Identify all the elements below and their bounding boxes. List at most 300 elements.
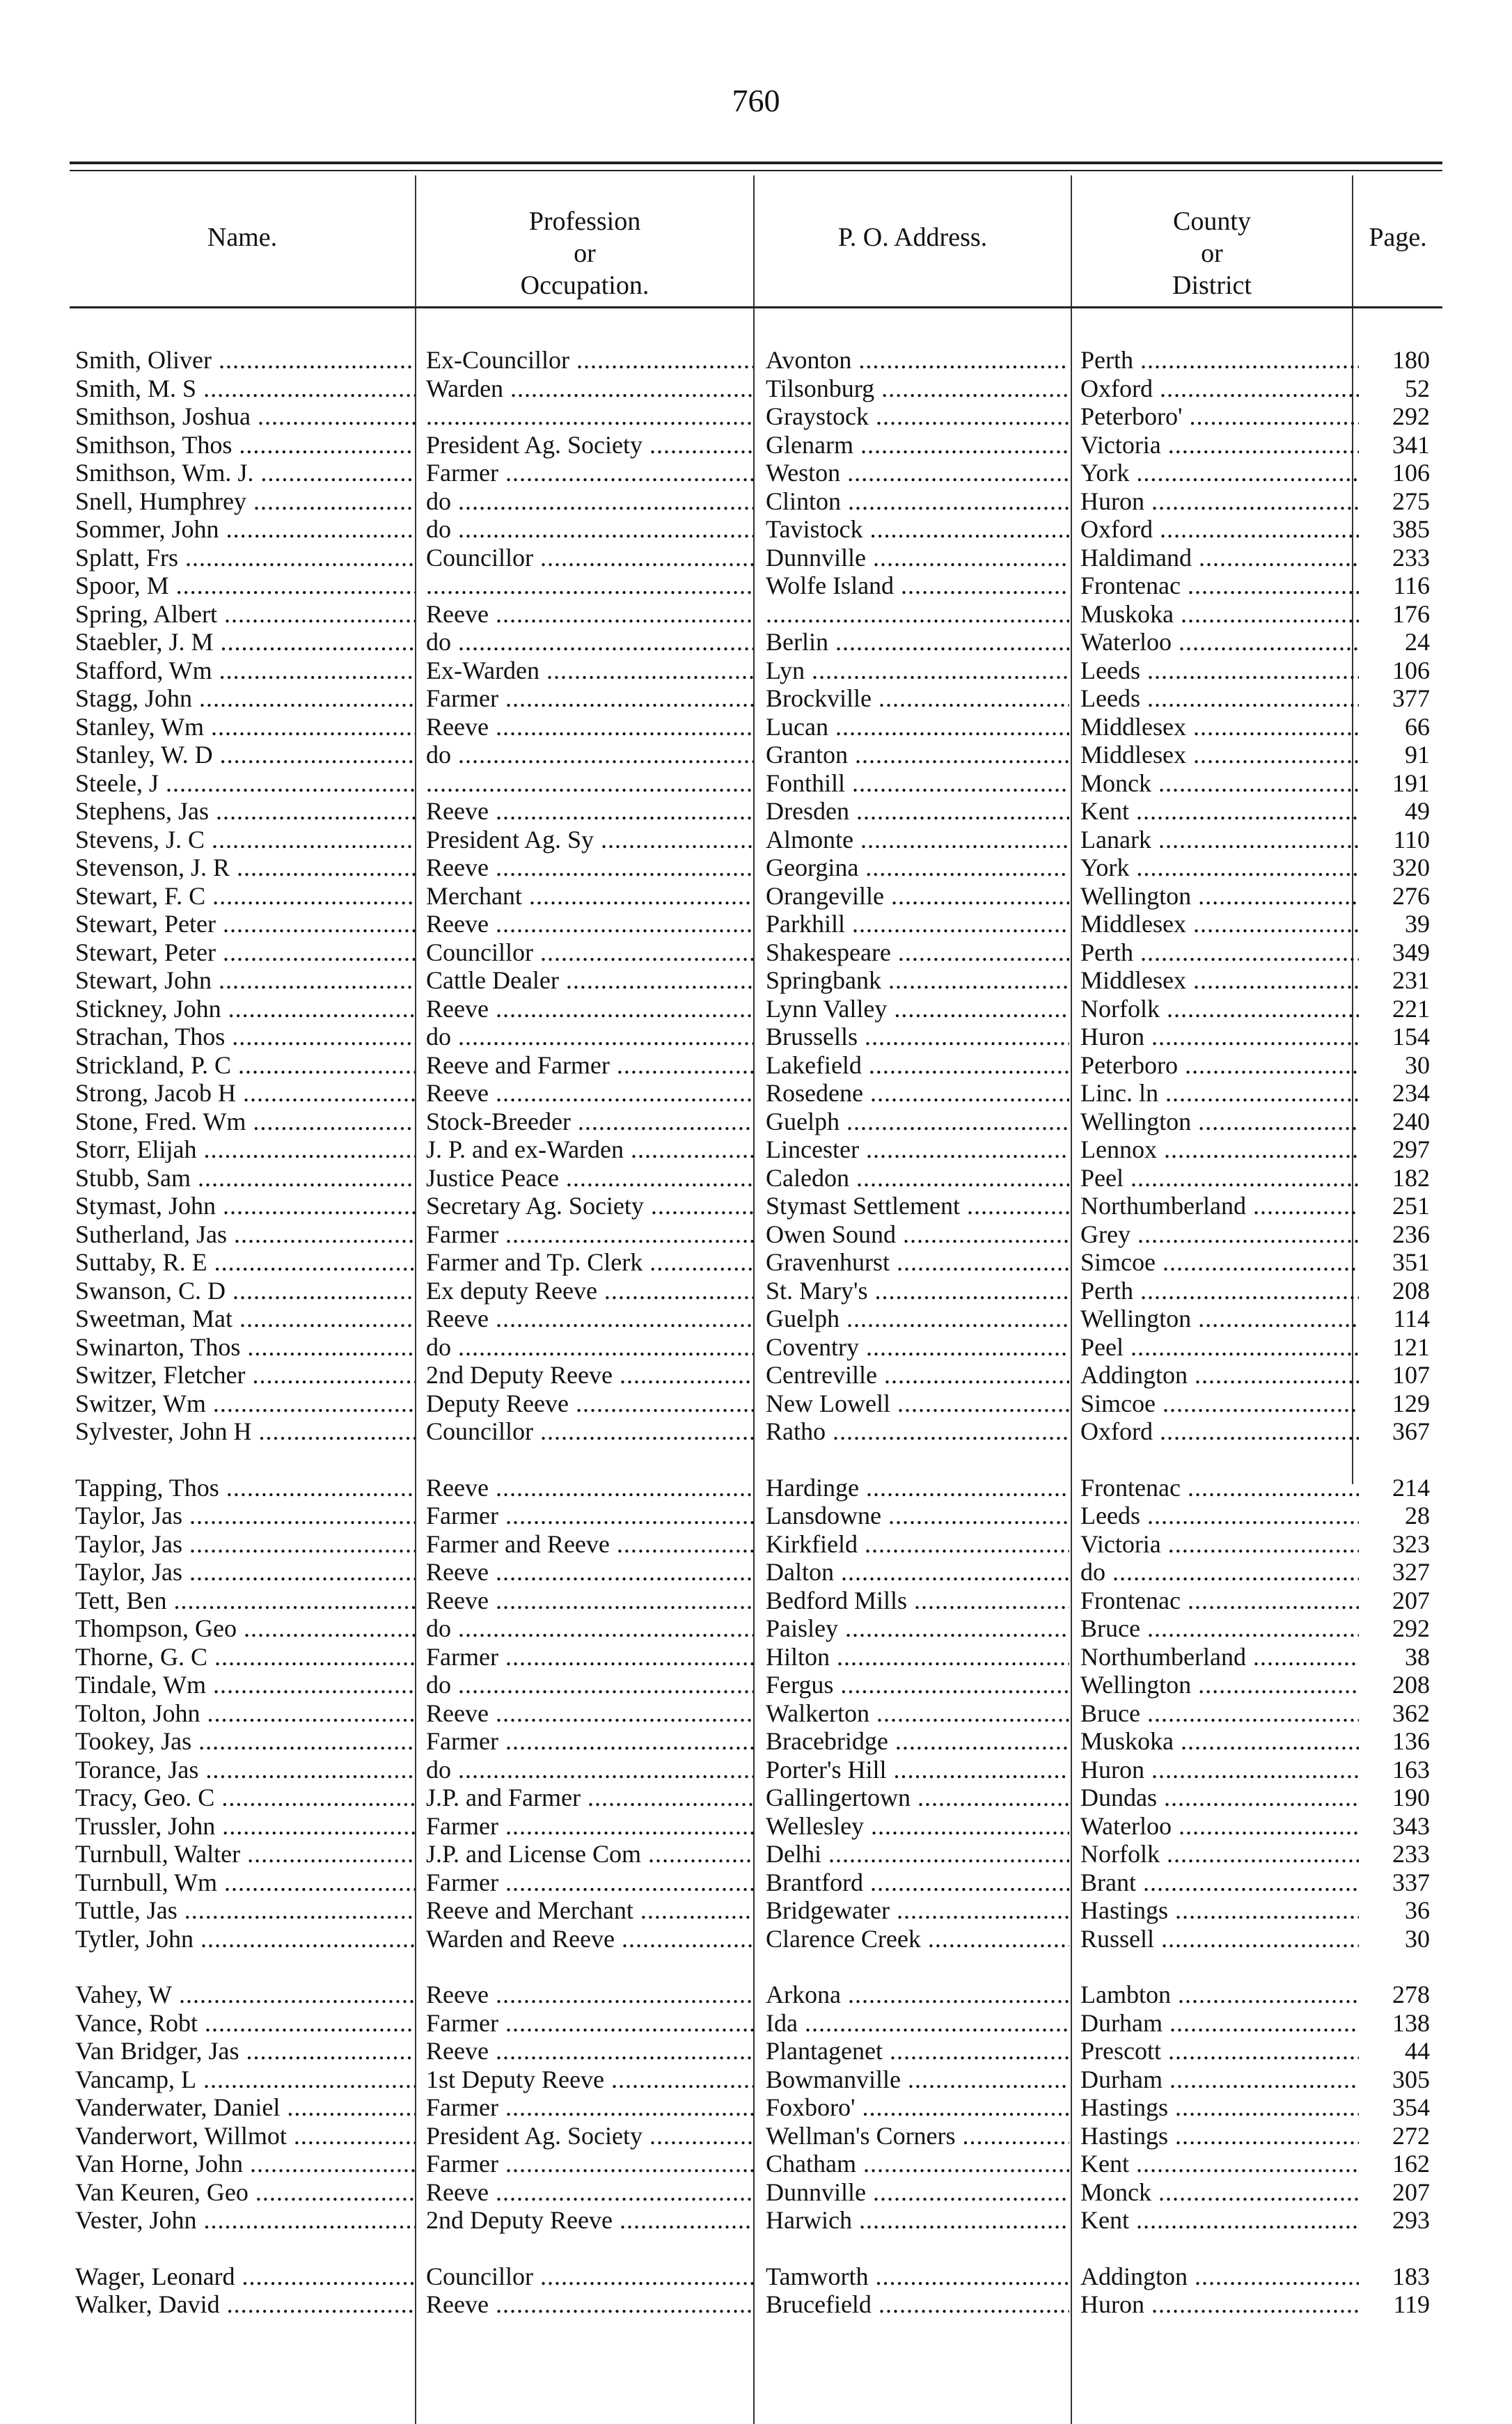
- entry-name: Stafford, Wm .....: [75, 656, 415, 684]
- entry-occupation: Reeve .....: [426, 600, 753, 628]
- entry-occupation: Reeve .....: [426, 853, 753, 881]
- entry-occupation: do .....: [426, 1023, 753, 1050]
- table-row: [0, 2122, 1512, 2150]
- entry-address: Berlin .....: [766, 628, 1069, 656]
- entry-page: 240: [1392, 1107, 1430, 1135]
- entry-occupation: Councillor .....: [426, 938, 753, 966]
- entry-address: Glenarm .....: [766, 431, 1069, 459]
- entry-name: Smithson, Joshua .....: [75, 402, 415, 430]
- entry-address: Clarence Creek .....: [766, 1925, 1069, 1953]
- table-row: [0, 1981, 1512, 2009]
- entry-page: 36: [1405, 1896, 1430, 1924]
- entry-name: Stickney, John .....: [75, 995, 415, 1023]
- entry-address: Lyn .....: [766, 656, 1069, 684]
- table-row: [0, 910, 1512, 938]
- entry-name: Swinarton, Thos .....: [75, 1333, 415, 1361]
- entry-name: Storr, Elijah .....: [75, 1135, 415, 1163]
- entry-occupation: Farmer .....: [426, 1220, 753, 1248]
- entry-name: Tolton, John .....: [75, 1699, 415, 1727]
- entry-county: Norfolk .....: [1080, 995, 1359, 1023]
- table-row: [0, 628, 1512, 656]
- entry-page: 337: [1392, 1868, 1430, 1896]
- entry-page: 30: [1405, 1050, 1430, 1079]
- table-row: [0, 1558, 1512, 1587]
- group-spacer: [0, 1953, 1512, 1981]
- entry-page: 163: [1392, 1755, 1430, 1784]
- entry-page: 236: [1392, 1220, 1430, 1248]
- entry-county: Simcoe .....: [1080, 1390, 1359, 1417]
- entry-county: Wellington .....: [1080, 1305, 1359, 1332]
- entry-page: 44: [1405, 2037, 1430, 2065]
- entry-occupation: Ex deputy Reeve .....: [426, 1277, 753, 1305]
- entry-occupation: Cattle Dealer .....: [426, 966, 753, 994]
- entry-address: Hardinge .....: [766, 1474, 1069, 1502]
- entry-name: Strong, Jacob H .....: [75, 1079, 415, 1107]
- entry-county: Wellington .....: [1080, 882, 1359, 910]
- entry-name: Sommer, John .....: [75, 515, 415, 543]
- table-row: [0, 2178, 1512, 2207]
- entry-county: Hastings .....: [1080, 2122, 1359, 2150]
- entry-address: Brockville .....: [766, 684, 1069, 712]
- entry-county: Leeds .....: [1080, 684, 1359, 712]
- entry-county: Leeds .....: [1080, 1502, 1359, 1529]
- entry-occupation: Deputy Reeve .....: [426, 1390, 753, 1417]
- entry-occupation: J. P. and ex-Warden .....: [426, 1135, 753, 1163]
- entry-name: Stagg, John .....: [75, 684, 415, 712]
- entry-page: 119: [1393, 2290, 1430, 2318]
- entry-page: 208: [1392, 1276, 1430, 1305]
- entry-county: Middlesex .....: [1080, 741, 1359, 769]
- entry-address: Georgina .....: [766, 853, 1069, 881]
- entry-address: Granton .....: [766, 741, 1069, 769]
- entry-page: 367: [1392, 1417, 1430, 1445]
- table-row: [0, 656, 1512, 685]
- entry-page: 377: [1392, 684, 1430, 712]
- entry-name: Thompson, Geo .....: [75, 1614, 415, 1642]
- table-row: [0, 995, 1512, 1023]
- entry-page: 278: [1392, 1981, 1430, 2008]
- table-row: [0, 1840, 1512, 1868]
- table-row: [0, 515, 1512, 544]
- entry-county: Perth .....: [1080, 938, 1359, 966]
- entry-name: Stewart, Peter .....: [75, 938, 415, 966]
- entry-name: Tindale, Wm .....: [75, 1671, 415, 1699]
- entry-occupation: [426, 769, 753, 797]
- header-rule: [70, 306, 1442, 308]
- entry-page: 233: [1392, 1840, 1430, 1868]
- entry-name: Stevens, J. C .....: [75, 826, 415, 853]
- table-row: [0, 1220, 1512, 1249]
- table-row: [0, 1756, 1512, 1784]
- entry-page: 234: [1392, 1079, 1430, 1107]
- table-row: [0, 2093, 1512, 2122]
- entry-name: Vester, John .....: [75, 2206, 415, 2234]
- entry-page: 341: [1392, 430, 1430, 459]
- entry-occupation: Councillor .....: [426, 2262, 753, 2290]
- entry-page: 121: [1392, 1332, 1430, 1361]
- entry-name: Spoor, M .....: [75, 572, 415, 599]
- table-row: [0, 487, 1512, 516]
- entry-address: Wellman's Corners .....: [766, 2122, 1069, 2150]
- entry-occupation: Ex-Councillor .....: [426, 346, 753, 374]
- entry-address: New Lowell .....: [766, 1390, 1069, 1417]
- entry-name: Tytler, John .....: [75, 1925, 415, 1953]
- entry-name: Stewart, F. C .....: [75, 882, 415, 910]
- entry-county: Frontenac .....: [1080, 572, 1359, 599]
- entry-page: 292: [1392, 1614, 1430, 1642]
- table-row: [0, 1079, 1512, 1108]
- entry-address: Porter's Hill .....: [766, 1756, 1069, 1784]
- table-row: [0, 1727, 1512, 1756]
- entry-occupation: [426, 402, 753, 430]
- group-spacer: [0, 1446, 1512, 1474]
- table-row: [0, 1614, 1512, 1643]
- entry-address: Tilsonburg .....: [766, 375, 1069, 402]
- table-row: [0, 1896, 1512, 1925]
- entry-county: Victoria .....: [1080, 1530, 1359, 1558]
- page-number: 760: [732, 83, 780, 118]
- entry-occupation: Merchant .....: [426, 882, 753, 910]
- table-row: [0, 2037, 1512, 2065]
- entry-address: Weston .....: [766, 459, 1069, 487]
- entry-address: Fonthill .....: [766, 769, 1069, 797]
- entry-county: Simcoe .....: [1080, 1248, 1359, 1276]
- entry-page: 275: [1392, 487, 1430, 515]
- entry-occupation: Reeve .....: [426, 1981, 753, 2008]
- entry-page: 214: [1392, 1473, 1430, 1502]
- entry-occupation: Reeve .....: [426, 2037, 753, 2065]
- table-row: [0, 882, 1512, 911]
- table-row: [0, 1417, 1512, 1446]
- table-row: [0, 2206, 1512, 2235]
- entry-county: Lanark .....: [1080, 826, 1359, 853]
- entry-address: Walkerton .....: [766, 1699, 1069, 1727]
- entry-page: 176: [1392, 599, 1430, 628]
- entry-name: Smith, Oliver .....: [75, 346, 415, 374]
- table-row: [0, 2290, 1512, 2319]
- entry-page: 362: [1392, 1699, 1430, 1727]
- entry-name: Taylor, Jas .....: [75, 1558, 415, 1586]
- entry-county: Northumberland .....: [1080, 1643, 1359, 1671]
- entry-occupation: 2nd Deputy Reeve .....: [426, 2206, 753, 2234]
- table-row: [0, 1051, 1512, 1080]
- entry-occupation: Farmer .....: [426, 1868, 753, 1896]
- entry-address: Graystock .....: [766, 402, 1069, 430]
- entry-occupation: President Ag. Sy .....: [426, 826, 753, 853]
- entry-name: Swanson, C. D .....: [75, 1277, 415, 1305]
- top-double-rule: [70, 162, 1442, 164]
- entry-page: 292: [1392, 402, 1430, 430]
- entry-address: Chatham .....: [766, 2150, 1069, 2178]
- entry-county: York .....: [1080, 459, 1359, 487]
- entry-address: Lynn Valley .....: [766, 995, 1069, 1023]
- entry-address: Dunnville .....: [766, 2178, 1069, 2206]
- entry-name: Stephens, Jas .....: [75, 797, 415, 825]
- entry-county: Muskoka .....: [1080, 1727, 1359, 1755]
- table-row: [0, 1305, 1512, 1333]
- entry-address: Arkona .....: [766, 1981, 1069, 2008]
- entry-address: Guelph .....: [766, 1305, 1069, 1332]
- entry-address: Centreville .....: [766, 1361, 1069, 1389]
- entry-county: Haldimand .....: [1080, 544, 1359, 572]
- entry-county: Dundas .....: [1080, 1784, 1359, 1811]
- entry-occupation: Reeve .....: [426, 995, 753, 1023]
- entry-county: Addington .....: [1080, 1361, 1359, 1389]
- table-row: [0, 1108, 1512, 1136]
- entry-occupation: do .....: [426, 1614, 753, 1642]
- entry-address: Hilton .....: [766, 1643, 1069, 1671]
- entry-page: 354: [1392, 2093, 1430, 2121]
- entry-occupation: Farmer and Tp. Clerk .....: [426, 1248, 753, 1276]
- table-row: [0, 741, 1512, 769]
- entry-page: 39: [1405, 910, 1430, 938]
- entry-occupation: President Ag. Society .....: [426, 431, 753, 459]
- entry-occupation: J.P. and Farmer .....: [426, 1784, 753, 1811]
- entry-occupation: Stock-Breeder .....: [426, 1108, 753, 1135]
- entry-name: Stewart, Peter .....: [75, 910, 415, 938]
- entry-address: Brantford .....: [766, 1868, 1069, 1896]
- header-name: Name.: [207, 223, 278, 252]
- entry-occupation: Farmer .....: [426, 2093, 753, 2121]
- table-row: [0, 1587, 1512, 1615]
- table-row: [0, 402, 1512, 431]
- entry-address: Kirkfield .....: [766, 1530, 1069, 1558]
- table-row: [0, 797, 1512, 826]
- entry-occupation: Farmer .....: [426, 1812, 753, 1840]
- entry-occupation: Farmer .....: [426, 1727, 753, 1755]
- entry-name: Switzer, Fletcher .....: [75, 1361, 415, 1389]
- entry-county: Kent .....: [1080, 2150, 1359, 2178]
- entry-address: Lakefield .....: [766, 1051, 1069, 1079]
- entry-county: Peterboro .....: [1080, 1051, 1359, 1079]
- table-row: [0, 1164, 1512, 1193]
- entry-name: Smith, M. S .....: [75, 375, 415, 402]
- table-row: [0, 572, 1512, 600]
- table-row: [0, 1699, 1512, 1728]
- entry-county: Leeds .....: [1080, 656, 1359, 684]
- entry-address: Fergus .....: [766, 1671, 1069, 1699]
- table-row: [0, 853, 1512, 882]
- entry-name: Van Keuren, Geo .....: [75, 2178, 415, 2206]
- entry-name: Vance, Robt .....: [75, 2009, 415, 2037]
- entry-occupation: do .....: [426, 741, 753, 769]
- entry-county: Frontenac .....: [1080, 1587, 1359, 1614]
- entry-county: Huron .....: [1080, 1023, 1359, 1050]
- entry-occupation: Reeve .....: [426, 1699, 753, 1727]
- table-row: [0, 1474, 1512, 1502]
- entry-address: Avonton .....: [766, 346, 1069, 374]
- entry-page: 136: [1392, 1727, 1430, 1755]
- header-occupation: Profession or Occupation.: [520, 207, 649, 300]
- entry-name: Steele, J .....: [75, 769, 415, 797]
- entry-page: 114: [1393, 1305, 1430, 1332]
- entry-page: 323: [1392, 1529, 1430, 1558]
- entry-name: Suttaby, R. E .....: [75, 1248, 415, 1276]
- entry-page: 349: [1392, 938, 1430, 966]
- table-row: [0, 1530, 1512, 1559]
- entry-name: Van Horne, John .....: [75, 2150, 415, 2178]
- entry-occupation: Reeve .....: [426, 910, 753, 938]
- entry-occupation: Reeve .....: [426, 1305, 753, 1332]
- entry-page: 221: [1392, 994, 1430, 1023]
- entry-name: Spring, Albert .....: [75, 600, 415, 628]
- table-row: [0, 966, 1512, 995]
- entry-occupation: Reeve .....: [426, 1079, 753, 1107]
- entry-address: Wolfe Island .....: [766, 572, 1069, 599]
- entry-address: [766, 600, 1069, 628]
- entry-county: Huron .....: [1080, 2290, 1359, 2318]
- entry-occupation: Farmer .....: [426, 459, 753, 487]
- entry-name: Torance, Jas .....: [75, 1756, 415, 1784]
- entry-page: 182: [1392, 1163, 1430, 1192]
- entry-address: Dresden .....: [766, 797, 1069, 825]
- entry-page: 207: [1392, 1586, 1430, 1614]
- entry-county: Wellington .....: [1080, 1108, 1359, 1135]
- entry-name: Taylor, Jas .....: [75, 1502, 415, 1529]
- entry-occupation: Reeve .....: [426, 1474, 753, 1502]
- entry-occupation: Farmer .....: [426, 1643, 753, 1671]
- entry-page: 106: [1392, 459, 1430, 487]
- entry-occupation: Reeve .....: [426, 713, 753, 741]
- table-row: [0, 1277, 1512, 1305]
- entry-page: 297: [1392, 1135, 1430, 1163]
- entry-county: Addington .....: [1080, 2262, 1359, 2290]
- header-county: County or District: [1172, 207, 1252, 300]
- entry-name: Smithson, Thos .....: [75, 431, 415, 459]
- entry-page: 293: [1392, 2206, 1430, 2234]
- entry-page: 107: [1392, 1361, 1430, 1389]
- entry-page: 385: [1392, 515, 1430, 543]
- entry-address: Almonte .....: [766, 826, 1069, 853]
- directory-table: [0, 346, 1512, 2319]
- table-row: [0, 1925, 1512, 1953]
- table-row: [0, 1784, 1512, 1812]
- table-row: [0, 1192, 1512, 1220]
- entry-name: Stanley, Wm .....: [75, 713, 415, 741]
- entry-name: Tracy, Geo. C .....: [75, 1784, 415, 1811]
- entry-occupation: Farmer .....: [426, 684, 753, 712]
- entry-county: Hastings .....: [1080, 1896, 1359, 1924]
- entry-county: Perth .....: [1080, 1277, 1359, 1305]
- entry-name: Stone, Fred. Wm .....: [75, 1108, 415, 1135]
- entry-county: Muskoka .....: [1080, 600, 1359, 628]
- entry-name: Strickland, P. C .....: [75, 1051, 415, 1079]
- entry-address: Gravenhurst .....: [766, 1248, 1069, 1276]
- table-row: [0, 1248, 1512, 1277]
- entry-page: 49: [1405, 797, 1430, 825]
- entry-page: 110: [1393, 825, 1430, 853]
- entry-name: Tett, Ben .....: [75, 1587, 415, 1614]
- entry-page: 183: [1392, 2262, 1430, 2290]
- entry-name: Sweetman, Mat .....: [75, 1305, 415, 1332]
- entry-county: Durham .....: [1080, 2009, 1359, 2037]
- table-row: [0, 1023, 1512, 1051]
- table-row: [0, 2150, 1512, 2178]
- entry-address: Stymast Settlement .....: [766, 1192, 1069, 1220]
- entry-name: Vanderwort, Willmot .....: [75, 2122, 415, 2150]
- entry-county: Huron .....: [1080, 1756, 1359, 1784]
- entry-county: Kent .....: [1080, 797, 1359, 825]
- table-row: [0, 2009, 1512, 2038]
- header-address: P. O. Address.: [837, 223, 988, 252]
- entry-page: 106: [1392, 656, 1430, 684]
- entry-occupation: Reeve .....: [426, 1558, 753, 1586]
- entry-occupation: do .....: [426, 1671, 753, 1699]
- entry-address: Gallingertown .....: [766, 1784, 1069, 1811]
- entry-occupation: 2nd Deputy Reeve .....: [426, 1361, 753, 1389]
- entry-address: Lansdowne .....: [766, 1502, 1069, 1529]
- table-row: [0, 713, 1512, 741]
- table-row: [0, 684, 1512, 713]
- entry-address: Orangeville .....: [766, 882, 1069, 910]
- entry-address: Lincester .....: [766, 1135, 1069, 1163]
- table-row: [0, 1390, 1512, 1418]
- entry-address: Coventry .....: [766, 1333, 1069, 1361]
- table-row: [0, 769, 1512, 798]
- entry-address: Ratho .....: [766, 1417, 1069, 1445]
- entry-page: 191: [1392, 769, 1430, 797]
- entry-occupation: Farmer .....: [426, 2009, 753, 2037]
- entry-page: 38: [1405, 1642, 1430, 1671]
- table-row: [0, 826, 1512, 854]
- entry-name: Vancamp, L .....: [75, 2065, 415, 2093]
- entry-county: Oxford .....: [1080, 515, 1359, 543]
- entry-county: Waterloo .....: [1080, 628, 1359, 656]
- entry-county: Monck .....: [1080, 2178, 1359, 2206]
- entry-county: Hastings .....: [1080, 2093, 1359, 2121]
- entry-county: Monck .....: [1080, 769, 1359, 797]
- entry-address: Bracebridge .....: [766, 1727, 1069, 1755]
- entry-occupation: President Ag. Society .....: [426, 2122, 753, 2150]
- entry-page: 129: [1392, 1389, 1430, 1417]
- entry-page: 30: [1405, 1924, 1430, 1953]
- table-row: [0, 1361, 1512, 1390]
- entry-county: Victoria .....: [1080, 431, 1359, 459]
- entry-occupation: Reeve and Merchant .....: [426, 1896, 753, 1924]
- entry-address: Bedford Mills .....: [766, 1587, 1069, 1614]
- entry-occupation: do .....: [426, 1333, 753, 1361]
- entry-name: Stevenson, J. R .....: [75, 853, 415, 881]
- entry-name: Stymast, John .....: [75, 1192, 415, 1220]
- entry-address: St. Mary's .....: [766, 1277, 1069, 1305]
- entry-occupation: Farmer .....: [426, 1502, 753, 1529]
- entry-county: Peterboro' .....: [1080, 402, 1359, 430]
- entry-name: Taylor, Jas .....: [75, 1530, 415, 1558]
- entry-address: Wellesley .....: [766, 1812, 1069, 1840]
- entry-county: Grey .....: [1080, 1220, 1359, 1248]
- entry-occupation: Secretary Ag. Society .....: [426, 1192, 753, 1220]
- entry-county: Peel .....: [1080, 1333, 1359, 1361]
- entry-name: Strachan, Thos .....: [75, 1023, 415, 1050]
- entry-address: Brussells .....: [766, 1023, 1069, 1050]
- entry-county: Middlesex .....: [1080, 713, 1359, 741]
- entry-county: Linc. ln .....: [1080, 1079, 1359, 1107]
- entry-name: Turnbull, Walter .....: [75, 1840, 415, 1868]
- entry-name: Tuttle, Jas .....: [75, 1896, 415, 1924]
- entry-name: Turnbull, Wm .....: [75, 1868, 415, 1896]
- entry-page: 162: [1392, 2150, 1430, 2178]
- table-row: [0, 459, 1512, 487]
- entry-occupation: Reeve .....: [426, 1587, 753, 1614]
- table-row: [0, 600, 1512, 629]
- entry-address: Brucefield .....: [766, 2290, 1069, 2318]
- entry-occupation: Warden and Reeve .....: [426, 1925, 753, 1953]
- entry-address: Delhi .....: [766, 1840, 1069, 1868]
- entry-name: Snell, Humphrey .....: [75, 487, 415, 515]
- table-row: [0, 1643, 1512, 1671]
- entry-county: Frontenac .....: [1080, 1474, 1359, 1502]
- entry-occupation: Ex-Warden .....: [426, 656, 753, 684]
